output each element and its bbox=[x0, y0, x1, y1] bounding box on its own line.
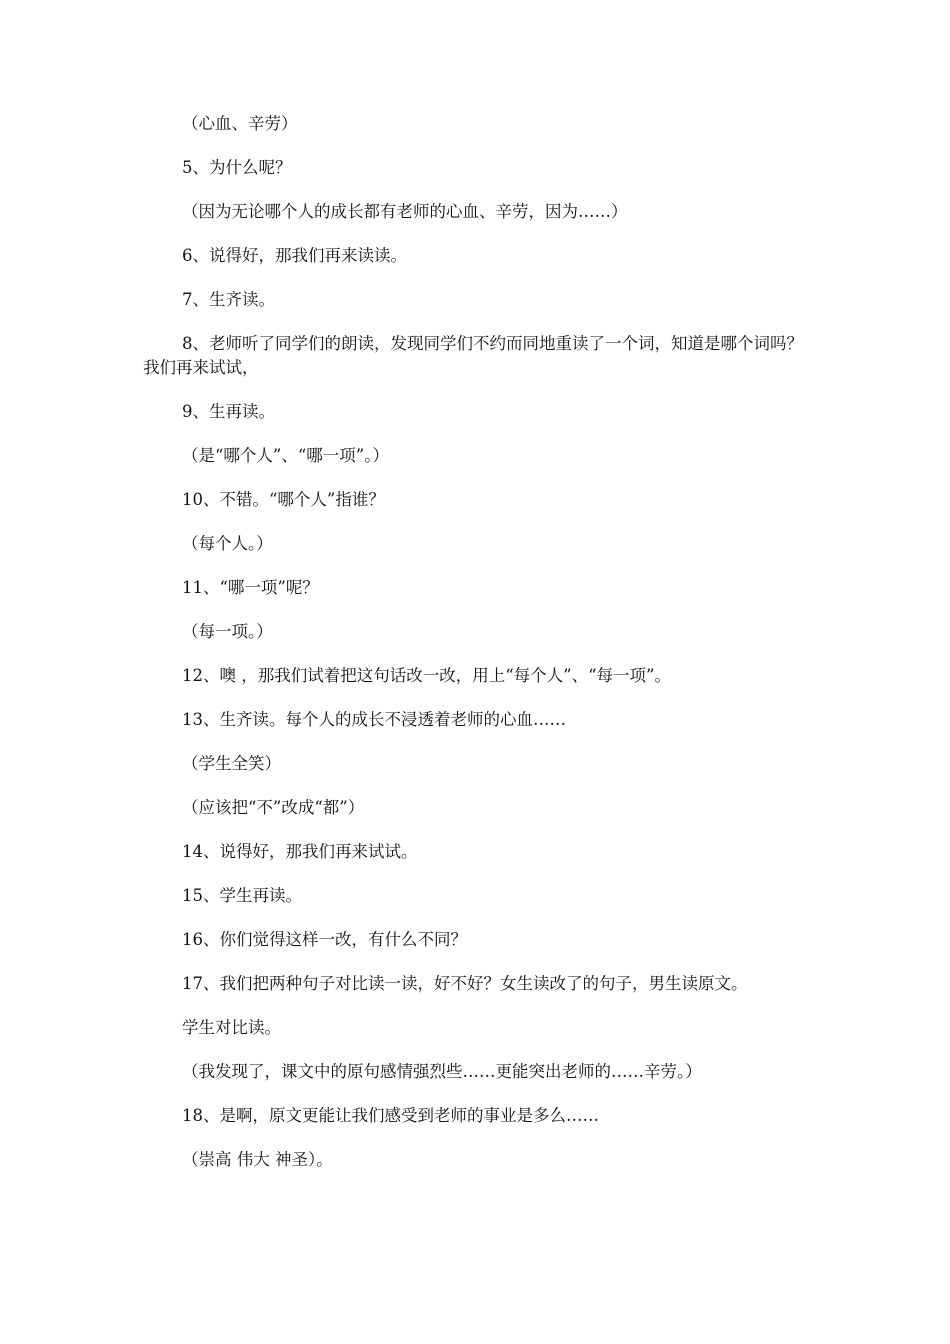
paragraph: （是“哪个人”、“哪一项”。） bbox=[182, 445, 389, 465]
paragraph: 8、老师听了同学们的朗读，发现同学们不约而同地重读了一个词，知道是哪个词吗？我们再来试试， bbox=[143, 334, 803, 377]
paragraph: （每一项。） bbox=[182, 621, 273, 641]
paragraph: 6、说得好，那我们再来读读。 bbox=[182, 246, 407, 265]
paragraph: （学生全笑） bbox=[182, 753, 281, 773]
paragraph: （心血、辛劳） bbox=[182, 114, 298, 133]
paragraph: 9、生再读。 bbox=[182, 401, 275, 421]
paragraph: （应该把“不”改成“都”） bbox=[182, 797, 365, 817]
paragraph: （因为无论哪个人的成长都有老师的心血、辛劳，因为……） bbox=[182, 202, 628, 221]
paragraph: 7、生齐读。 bbox=[182, 290, 275, 309]
paragraph: 15、学生再读。 bbox=[182, 885, 302, 905]
paragraph: 13、生齐读。每个人的成长不浸透着老师的心血…… bbox=[182, 709, 566, 729]
paragraph: 16、你们觉得这样一改，有什么不同？ bbox=[182, 929, 467, 949]
paragraph: 11、“哪一项”呢？ bbox=[182, 577, 319, 597]
paragraph: 14、说得好，那我们再来试试。 bbox=[182, 841, 418, 861]
paragraph: 学生对比读。 bbox=[182, 1017, 281, 1037]
paragraph: 17、我们把两种句子对比读一读，好不好？女生读改了的句子，男生读原文。 bbox=[182, 973, 748, 993]
paragraph: 18、是啊，原文更能让我们感受到老师的事业是多么…… bbox=[182, 1105, 599, 1125]
document-page bbox=[143, 112, 811, 1192]
paragraph: （每个人。） bbox=[182, 533, 273, 553]
paragraph: （崇高 伟大 神圣）。 bbox=[182, 1149, 333, 1169]
paragraph: 5、为什么呢？ bbox=[182, 158, 292, 177]
paragraph: （我发现了，课文中的原句感情强烈些……更能突出老师的……辛劳。） bbox=[182, 1061, 702, 1081]
paragraph: 10、不错。“哪个人”指谁？ bbox=[182, 489, 385, 509]
paragraph: 12、噢 ，那我们试着把这句话改一改，用上“每个人”、“每一项”。 bbox=[182, 665, 671, 685]
